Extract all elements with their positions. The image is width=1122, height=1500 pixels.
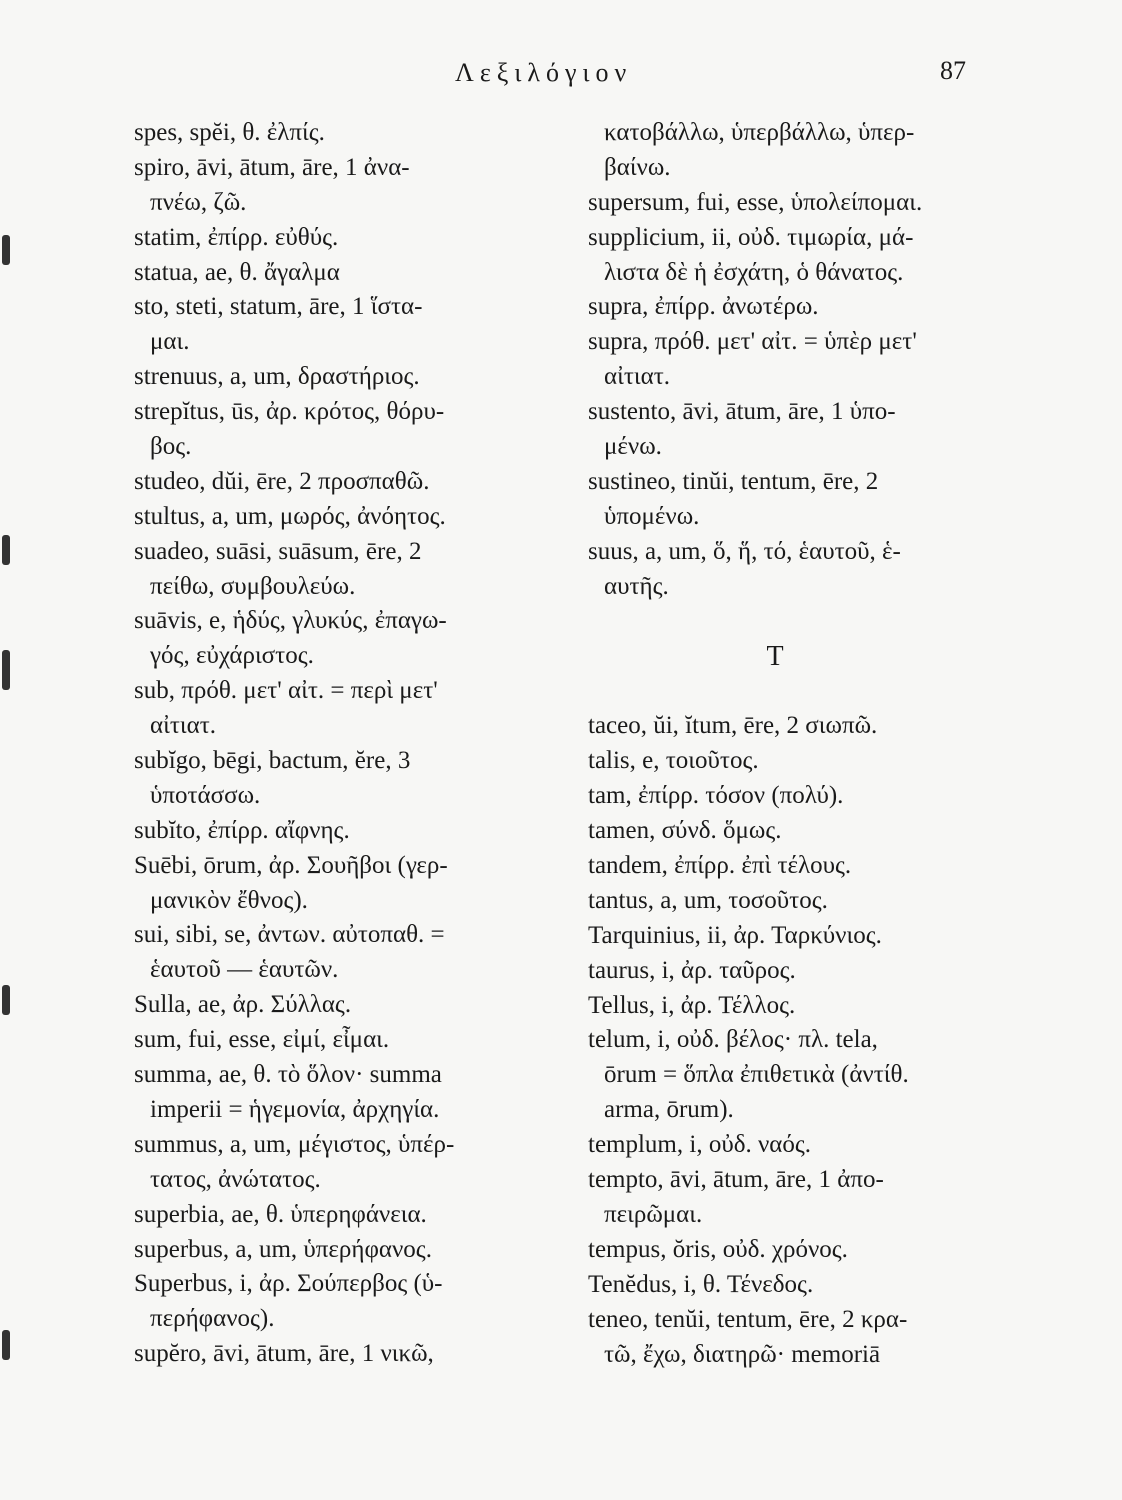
entry-line: subĭgo, bēgi, bactum, ĕre, 3 <box>134 747 411 775</box>
entry-line: taurus, i, ἀρ. ταῦρος. <box>588 956 796 984</box>
entry-line: πειρῶμαι. <box>604 1200 703 1228</box>
entry-line: suāvis, e, ἡδύς, γλυκύς, ἐπαγω- <box>134 607 447 635</box>
entry-line: ἑαυτοῦ — ἑαυτῶν. <box>150 956 339 984</box>
entry-line: supplicium, ii, οὐδ. τιμωρία, μά- <box>588 223 914 251</box>
entry-line: πνέω, ζῶ. <box>150 188 247 216</box>
entry-line: tempto, āvi, ātum, āre, 1 ἀπο- <box>588 1166 884 1194</box>
left-column <box>134 116 574 1372</box>
entry-line: suadeo, suāsi, suāsum, ēre, 2 <box>134 537 422 565</box>
entry-line: sui, sibi, se, ἀντων. αὐτοπαθ. = <box>134 921 445 949</box>
entry-line: τατος, ἀνώτατος. <box>150 1165 321 1193</box>
entry-line: πείθω, συμβουλεύω. <box>150 572 356 600</box>
entry-line: summa, ae, θ. τὸ ὅλον· summa <box>134 1061 442 1089</box>
entry-line: templum, i, οὐδ. ναός. <box>588 1131 812 1159</box>
entry-line: μαι. <box>150 328 190 356</box>
entry-line: τῶ, ἔχω, διατηρῶ· memoriā <box>604 1340 881 1368</box>
entry-line: superbus, a, um, ὑπερήφανος. <box>134 1235 432 1263</box>
entry-line: supĕro, āvi, ātum, āre, 1 νικῶ, <box>134 1340 434 1368</box>
entry-line: sustento, āvi, ātum, āre, 1 ὑπο- <box>588 398 896 426</box>
binding-shadow <box>2 985 10 1015</box>
entry-line: taceo, ŭi, ĭtum, ēre, 2 σιωπῶ. <box>588 712 878 740</box>
right-column-t-entries <box>588 709 998 1372</box>
entry-line: suus, a, um, ὅ, ἥ, τό, ἑαυτοῦ, ἑ- <box>588 537 901 565</box>
entry-line: περήφανος). <box>150 1305 275 1333</box>
entry-line: supra, ἐπίρρ. ἀνωτέρω. <box>588 293 819 321</box>
entry-line: teneo, tenŭi, tentum, ēre, 2 κρα- <box>588 1305 908 1333</box>
right-column <box>588 116 998 1372</box>
entry-line: μένω. <box>604 433 662 461</box>
right-column-s-entries <box>588 116 998 604</box>
entry-line: statua, ae, θ. ἄγαλμα <box>134 258 340 286</box>
binding-shadow <box>2 650 10 690</box>
entry-line: βαίνω. <box>604 153 671 181</box>
entry-line: βος. <box>150 433 192 461</box>
entry-line: summus, a, um, μέγιστος, ὑπέρ- <box>134 1130 455 1158</box>
entry-line: Superbus, i, ἀρ. Σούπερβος (ὑ- <box>134 1270 443 1298</box>
entry-line: strepĭtus, ūs, ἀρ. κρότος, θόρυ- <box>134 398 445 426</box>
entry-line: Tenĕdus, i, θ. Τένεδος. <box>588 1270 814 1298</box>
entry-line: sub, πρόθ. μετ' αἰτ. = περὶ μετ' <box>134 677 438 705</box>
entry-line: ὑποτάσσω. <box>150 781 261 809</box>
entry-line: arma, ōrum). <box>604 1096 734 1124</box>
entry-line: Tarquinius, ii, ἀρ. Ταρκύνιος. <box>588 921 882 949</box>
entry-line: κατοβάλλω, ὑπερβάλλω, ὑπερ- <box>604 119 915 146</box>
page-title: Λεξιλόγιον <box>455 58 633 87</box>
entry-line: γός, εὐχάριστος. <box>150 642 314 670</box>
entry-line: supra, πρόθ. μετ' αἰτ. = ὑπὲρ μετ' <box>588 328 917 356</box>
entry-line: spiro, āvi, ātum, āre, 1 ἀνα- <box>134 153 410 181</box>
entry-line: Tellus, i, ἀρ. Τέλλος. <box>588 991 796 1019</box>
binding-shadow <box>2 535 10 565</box>
entry-line: stultus, a, um, μωρός, ἀνόητος. <box>134 502 446 530</box>
entry-line: Sulla, ae, ἀρ. Σύλλας. <box>134 991 352 1019</box>
entry-line: Suēbi, ōrum, ἀρ. Σουῆβοι (γερ- <box>134 851 448 879</box>
entry-line: supersum, fui, esse, ὑπολείπομαι. <box>588 188 923 216</box>
section-letter-heading: T <box>766 641 784 673</box>
page-number: 87 <box>940 56 966 85</box>
entry-line: αἰτιατ. <box>604 363 670 391</box>
entry-line: telum, i, οὐδ. βέλος· πλ. tela, <box>588 1026 878 1054</box>
entry-line: tandem, ἐπίρρ. ἐπὶ τέλους. <box>588 852 852 880</box>
entry-line: tamen, σύνδ. ὅμως. <box>588 817 782 845</box>
entry-line: tantus, a, um, τοσοῦτος. <box>588 886 828 914</box>
entry-line: subĭto, ἐπίρρ. αἴφνης. <box>134 816 350 844</box>
entry-line: tam, ἐπίρρ. τόσον (πολύ). <box>588 782 844 810</box>
entry-line: spes, spĕi, θ. ἐλπίς. <box>134 119 325 146</box>
entry-line: imperii = ἡγεμονία, ἀρχηγία. <box>150 1095 440 1123</box>
binding-shadow <box>2 1330 10 1360</box>
entry-line: αυτῆς. <box>604 572 669 600</box>
entry-line: tempus, ŏris, οὐδ. χρόνος. <box>588 1235 848 1263</box>
entry-line: ōrum = ὅπλα ἐπιθετικὰ (ἀντίθ. <box>604 1061 909 1089</box>
entry-line: sustineo, tinŭi, tentum, ēre, 2 <box>588 467 879 495</box>
entry-line: superbia, ae, θ. ὑπερηφάνεια. <box>134 1200 427 1228</box>
entry-line: sum, fui, esse, εἰμί, εἶμαι. <box>134 1026 390 1054</box>
entry-line: studeo, dŭi, ēre, 2 προσπαθῶ. <box>134 467 430 495</box>
entry-line: strenuus, a, um, δραστήριος. <box>134 363 420 391</box>
binding-shadow <box>2 235 10 265</box>
entry-line: αἰτιατ. <box>150 712 216 740</box>
entry-line: λιστα δὲ ἡ ἐσχάτη, ὁ θάνατος. <box>604 258 904 286</box>
entry-line: statim, ἐπίρρ. εὐθύς. <box>134 223 339 251</box>
entry-line: talis, e, τοιοῦτος. <box>588 747 759 775</box>
entry-line: μανικὸν ἔθνος). <box>150 886 308 914</box>
entry-line: sto, steti, statum, āre, 1 ἵστα- <box>134 293 423 321</box>
entry-line: ὑπομένω. <box>604 502 700 530</box>
